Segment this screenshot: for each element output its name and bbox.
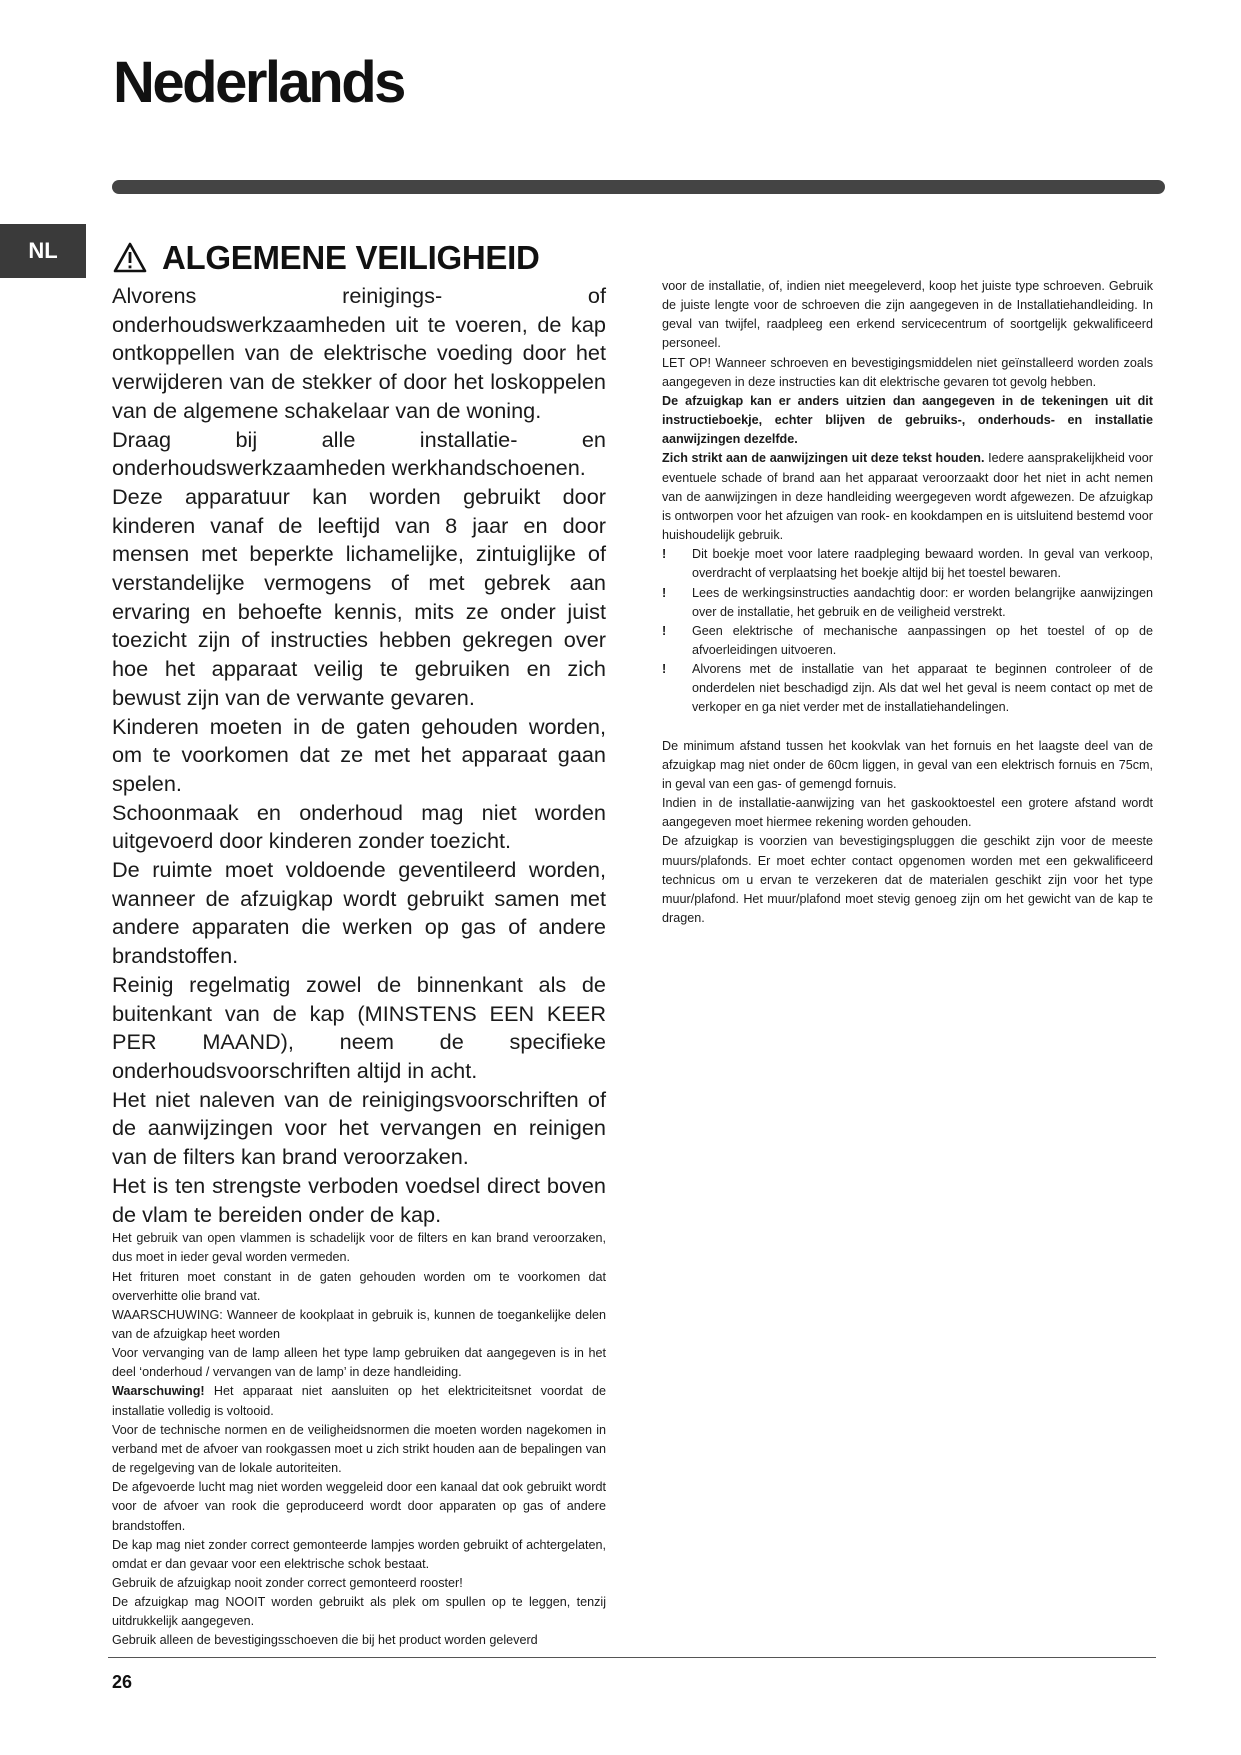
safety-paragraph: Het is ten strengste verboden voedsel direct boven de vlam te bereiden onder de kap.	[112, 1172, 606, 1227]
note-paragraph: De afzuigkap is voorzien van bevestigingspluggen die geschikt zijn voor de meeste muurs/plafonds. Er moet echter contact opgenomen worden met een gekwalificeerd technicus om u ervan te verzekeren dat de materialen geschikt zijn voor het type muur/plafond. Het muur/plafond moet stevig genoeg zijn om het gewicht van de kap te dragen.	[662, 834, 1153, 925]
list-item	[662, 622, 1153, 660]
note-paragraph: De afzuigkap mag NOOIT worden gebruikt als plek om spullen op te leggen, tenzij uitdrukkelijk aangegeven.	[112, 1595, 606, 1629]
note-paragraph: LET OP! Wanneer schroeven en bevestigingsmiddelen niet geïnstalleerd worden zoals aangegeven in deze instructies kan dit elektrische gevaren tot gevolg hebben.	[662, 355, 1153, 389]
safety-paragraph: Draag bij alle installatie- en onderhoudswerkzaamheden werkhandschoenen.	[112, 426, 606, 481]
list-item-text: Alvorens met de installatie van het apparaat te beginnen controleer of de onderdelen niet beschadigd zijn. Als dat wel het geval is neem contact op met de verkoper en ga niet verder met de installatiehandelingen.	[692, 662, 1153, 715]
list-item-text: Lees de werkingsinstructies aandachtig door: er worden belangrijke aanwijzingen over de installatie, het gebruik en de veiligheid verstrekt.	[692, 585, 1153, 619]
safety-paragraph: Kinderen moeten in de gaten gehouden worden, om te voorkomen dat ze met het apparaat gaan spelen.	[112, 713, 606, 796]
left-column	[112, 236, 606, 1651]
note-paragraph: De afgevoerde lucht mag niet worden weggeleid door een kanaal dat ook gebruikt wordt voor de afvoer van rook die geproduceerd wordt door apparaten op gas of andere brandstoffen.	[112, 1480, 606, 1533]
warning-text: Het apparaat niet aansluiten op het elektriciteitsnet voordat de installatie volledig is voltooid.	[112, 1384, 606, 1418]
bold-note-text: De afzuigkap kan er anders uitzien dan aangegeven in de tekeningen uit dit instructieboekje, echter blijven de gebruiks-, onderhouds- en installatie aanwijzingen dezelfde.	[662, 393, 1153, 447]
warning-label: Waarschuwing!	[112, 1384, 205, 1399]
safety-paragraph: De ruimte moet voldoende geventileerd worden, wanneer de afzuigkap wordt gebruikt samen met andere apparaten die werken op gas of andere brandstoffen.	[112, 857, 606, 969]
section-heading	[112, 236, 606, 280]
list-item	[662, 584, 1153, 622]
header-divider-bar	[112, 180, 1165, 194]
liability-paragraph	[662, 449, 1153, 545]
footer-divider	[108, 1657, 1156, 1658]
page-title: Nederlands	[113, 50, 404, 115]
page-number: 26	[112, 1672, 133, 1692]
language-tab: NL	[0, 224, 86, 278]
note-paragraph: Voor de technische normen en de veiligheidsnormen die moeten worden nagekomen in verband met de afvoer van rookgassen moet u zich strikt houden aan de bepalingen van de regelgeving van de lokale autoriteiten.	[112, 1422, 606, 1476]
warning-paragraph	[112, 1382, 606, 1420]
bullet-mark: !	[662, 547, 667, 562]
spacer	[662, 718, 1153, 737]
safety-paragraph: Schoonmaak en onderhoud mag niet worden uitgevoerd door kinderen zonder toezicht.	[112, 799, 606, 854]
note-paragraph: Het frituren moet constant in de gaten gehouden worden om te voorkomen dat oververhitte olie brand vat.	[112, 1269, 606, 1303]
list-item	[662, 545, 1153, 583]
note-paragraph: De kap mag niet zonder correct gemonteerde lampjes worden gebruikt of achtergelaten, omdat er dan gevaar voor een elektrische schok bestaat.	[112, 1537, 606, 1571]
warning-triangle-icon	[112, 241, 148, 275]
note-paragraph: voor de installatie, of, indien niet meegeleverd, koop het juiste type schroeven. Gebruik de juiste lengte voor de schroeven die zijn aangegeven in de Installatiehandleiding. In geval van twijfel, raadpleeg een erkend servicecentrum of soortgelijk gekwalificeerd personeel.	[662, 279, 1153, 351]
note-paragraph: De minimum afstand tussen het kookvlak van het fornuis en het laagste deel van de afzuigkap mag niet onder de 60cm liggen, in geval van een elektrisch fornuis en 75cm, in geval van een gas- of gemengd fornuis.	[662, 738, 1153, 791]
note-paragraph: Het gebruik van open vlammen is schadelijk voor de filters en kan brand veroorzaken, dus moet in ieder geval worden vermeden.	[112, 1231, 606, 1265]
list-item-text: Dit boekje moet voor latere raadpleging bewaard worden. In geval van verkoop, overdracht of verplaatsing het boekje altijd bij het toestel bewaren.	[692, 547, 1153, 581]
note-paragraph: Voor vervanging van de lamp alleen het type lamp gebruiken dat aangegeven is in het deel ‘onderhoud / vervangen van de lamp’ in deze handleiding.	[112, 1346, 606, 1380]
safety-paragraph: Deze apparatuur kan worden gebruikt door kinderen vanaf de leeftijd van 8 jaar en door mensen met beperkte lichamelijke, zintuiglijke of verstandelijke vermogens of met gebrek aan ervaring en behoefte kennis, mits ze onder juist toezicht zijn of instructies hebben gekregen over hoe het apparaat veilig te gebruiken en zich bewust zijn van de verwante gevaren.	[112, 483, 606, 710]
safety-paragraph: Het niet naleven van de reinigingsvoorschriften of de aanwijzingen voor het vervangen en reinigen van de filters kan brand veroorzaken.	[112, 1086, 606, 1170]
liability-lead: Zich strikt aan de aanwijzingen uit deze tekst houden.	[662, 451, 985, 466]
section-heading-text: ALGEMENE VEILIGHEID	[162, 239, 540, 276]
bullet-mark: !	[662, 662, 667, 677]
list-item-text: Geen elektrische of mechanische aanpassingen op het toestel of op de afvoerleidingen uitvoeren.	[692, 623, 1153, 657]
note-paragraph: Gebruik de afzuigkap nooit zonder correct gemonteerd rooster!	[112, 1576, 463, 1591]
right-column	[662, 277, 1153, 928]
bullet-mark: !	[662, 623, 667, 638]
note-paragraph: Gebruik alleen de bevestigingsschoeven die bij het product worden geleverd	[112, 1633, 538, 1648]
bullet-mark: !	[662, 585, 667, 600]
liability-text: Iedere aansprakelijkheid voor eventuele schade of brand aan het apparaat veroorzaakt door het niet in acht nemen van de aanwijzingen in deze handleiding weergegeven wordt afgewezen. De afzuigkap is ontworpen voor het afzuigen van rook- en kookdampen en is uitsluitend bestemd voor huishoudelijk gebruik.	[662, 451, 1153, 543]
bold-note	[662, 392, 1153, 449]
note-paragraph: WAARSCHUWING: Wanneer de kookplaat in gebruik is, kunnen de toegankelijke delen van de afzuigkap heet worden	[112, 1307, 606, 1341]
safety-paragraph: Reinig regelmatig zowel de binnenkant als de buitenkant van de kap (MINSTENS EEN KEER PER MAAND), neem de specifieke onderhoudsvoorschriften altijd in acht.	[112, 971, 606, 1083]
note-paragraph: Indien in de installatie-aanwijzing van het gaskooktoestel een grotere afstand wordt aangegeven moet hiermee rekening worden gehouden.	[662, 796, 1153, 830]
list-item	[662, 660, 1153, 717]
safety-paragraph: Alvorens reinigings- of onderhoudswerkzaamheden uit te voeren, de kap ontkoppellen van de elektrische voeding door het verwijderen van de stekker of door het loskoppelen van de algemene schakelaar van de woning.	[112, 283, 606, 423]
